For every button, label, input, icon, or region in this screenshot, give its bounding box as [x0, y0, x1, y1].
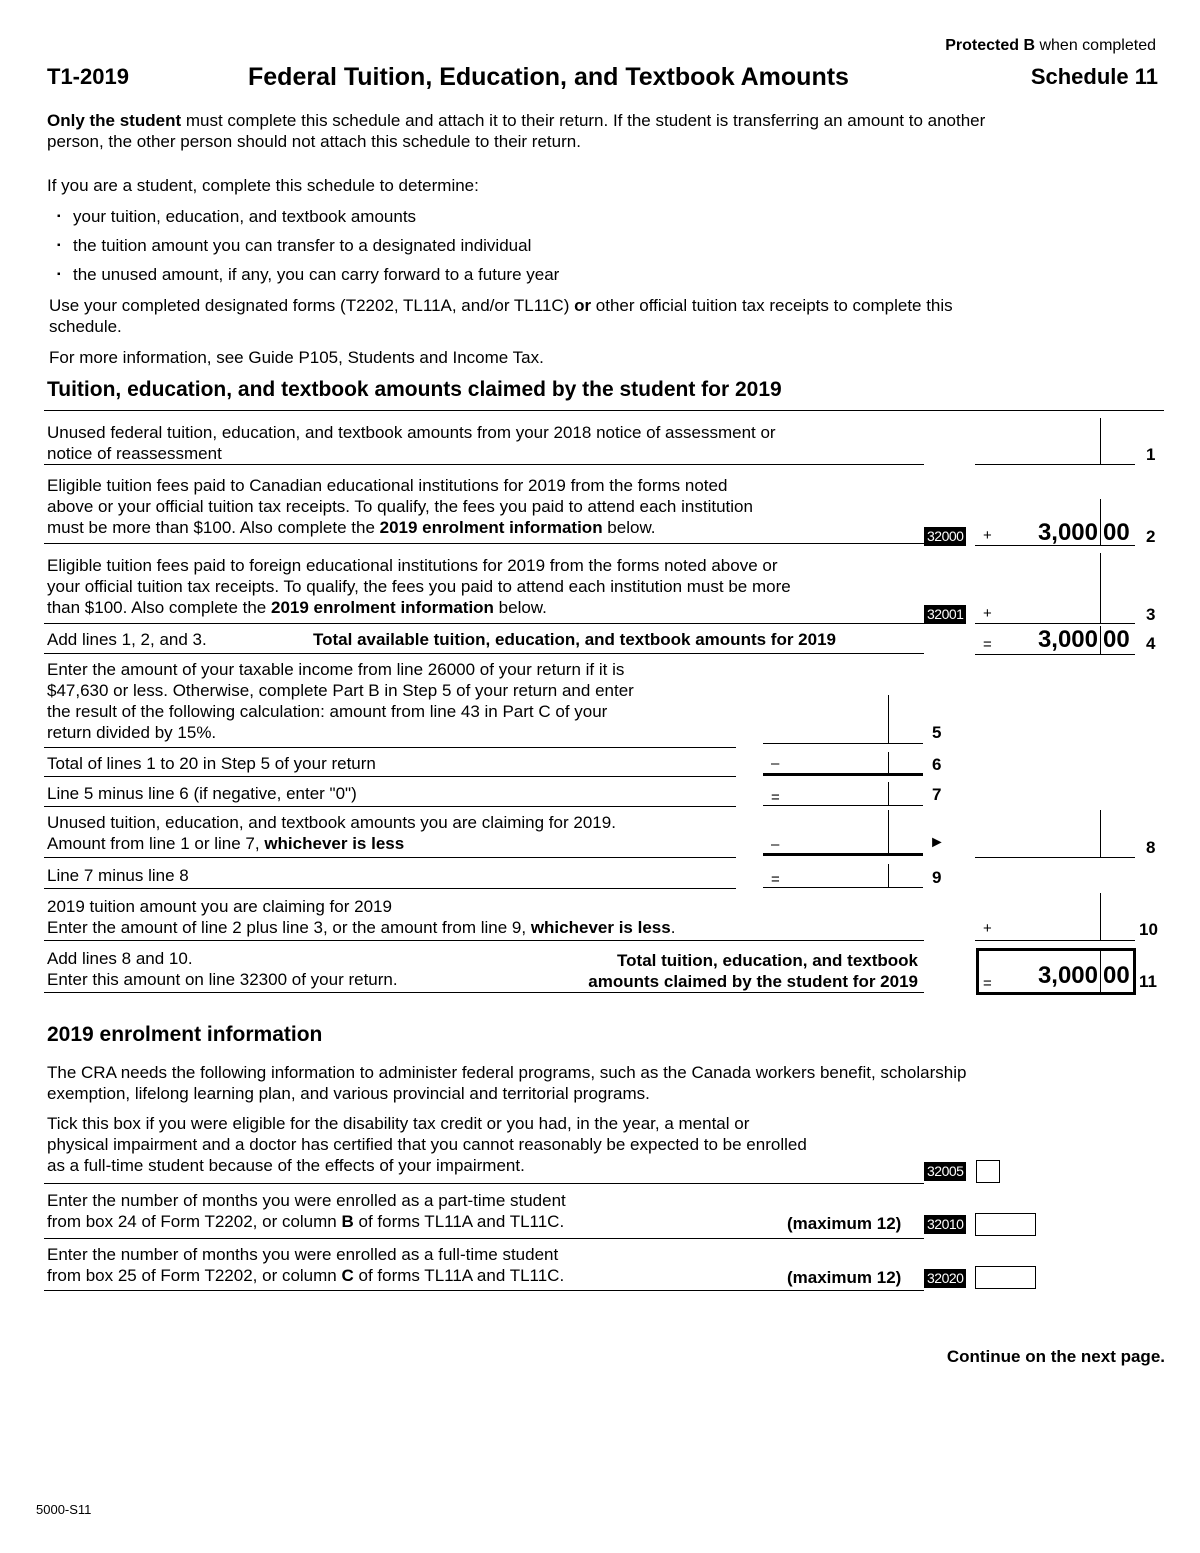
divider — [44, 888, 736, 889]
protected-label: Protected B when completed — [945, 37, 1156, 54]
line-number: 7 — [932, 785, 942, 804]
line-5-description: Enter the amount of your taxable income from line 26000 of your return if it is $47,630 or less. Otherwise, complete Part B in Step 5 of your return and enter the result of the following calculation: amount from line 43 in Part C of your return divided by 15%. — [47, 660, 634, 742]
field-code-32000: 32000 — [924, 527, 966, 546]
line-4-description: Add lines 1, 2, and 3. — [47, 630, 207, 649]
amount-field-line-6 — [763, 773, 923, 776]
divider — [44, 747, 736, 748]
cents-separator — [1100, 810, 1101, 857]
amount-field-line-3 — [975, 623, 1135, 624]
divider — [44, 1183, 924, 1184]
bullet-item: ▪ your tuition, education, and textbook amounts — [73, 207, 416, 227]
line-2-description: Eligible tuition fees paid to Canadian educational institutions for 2019 from the forms noted above or your official tuition tax receipts. To qualify, the fees you paid to attend each institution must be more than $100. Also complete the 2019 enrolment information below. — [47, 476, 753, 537]
divider — [44, 940, 924, 941]
cents-separator — [888, 810, 889, 854]
plus-operator: + — [983, 605, 992, 622]
divider — [44, 623, 924, 624]
full-time-months-input[interactable] — [975, 1266, 1036, 1289]
cents-separator — [888, 782, 889, 805]
line-number: 5 — [932, 723, 942, 742]
schedule-label: Schedule 11 — [1030, 64, 1158, 89]
form-number: 5000-S11 — [36, 1502, 92, 1517]
section-heading-claimed: Tuition, education, and textbook amounts claimed by the student for 2019 — [47, 378, 782, 401]
bullet-item: ▪ the tuition amount you can transfer to a designated individual — [73, 236, 531, 256]
divider — [44, 776, 736, 777]
enrolment-intro: The CRA needs the following information to administer federal programs, such as the Canada workers benefit, scholarship exemption, lifelong learning plan, and various provincial and territorial programs. — [47, 1063, 967, 1103]
line-4-amount-dollars[interactable]: 3,000 — [1037, 626, 1098, 653]
amount-field-line-10 — [975, 940, 1135, 941]
field-code-32010: 32010 — [924, 1215, 966, 1234]
plus-operator: + — [983, 527, 992, 544]
line-11-total-label: Total tuition, education, and textbook amounts claimed by the student for 2019 — [588, 951, 918, 991]
divider — [44, 806, 736, 807]
cents-separator — [1100, 499, 1101, 545]
intro-paragraph-4: For more information, see Guide P105, Students and Income Tax. — [49, 348, 544, 367]
line-8-description: Unused tuition, education, and textbook amounts you are claiming for 2019. Amount from line 1 or line 7, whichever is less — [47, 813, 616, 853]
cents-separator — [888, 752, 889, 774]
amount-field-line-1 — [975, 464, 1135, 465]
line-number: 9 — [932, 868, 942, 887]
line-1-description: Unused federal tuition, education, and textbook amounts from your 2018 notice of assessment or notice of reassessment — [47, 423, 776, 463]
cents-separator — [1100, 626, 1101, 654]
maximum-label: (maximum 12) — [787, 1268, 902, 1287]
line-7-description: Line 5 minus line 6 (if negative, enter "0") — [47, 784, 357, 803]
amount-field-line-8 — [975, 857, 1135, 858]
cents-separator — [1100, 951, 1101, 992]
divider — [44, 857, 736, 858]
maximum-label: (maximum 12) — [787, 1214, 902, 1233]
line-6-description: Total of lines 1 to 20 in Step 5 of your return — [47, 754, 376, 773]
amount-field-line-2 — [975, 545, 1135, 546]
line-number: 3 — [1146, 605, 1156, 624]
equals-operator: = — [771, 789, 780, 806]
line-10-description: 2019 tuition amount you are claiming for 2019 Enter the amount of line 2 plus line 3, or the amount from line 9, whichever is less. — [47, 897, 676, 937]
line-number: 2 — [1146, 527, 1156, 546]
line-11-amount-cents[interactable]: 00 — [1103, 962, 1130, 989]
line-2-amount-dollars[interactable]: 3,000 — [1037, 519, 1098, 546]
line-4-total-label: Total available tuition, education, and textbook amounts for 2019 — [313, 630, 836, 649]
line-number: 1 — [1146, 445, 1156, 464]
divider — [44, 464, 924, 465]
equals-operator: = — [983, 975, 992, 992]
plus-operator: + — [983, 920, 992, 937]
divider — [44, 410, 1164, 411]
cents-separator — [1100, 418, 1101, 464]
part-time-months-input[interactable] — [975, 1213, 1036, 1236]
divider — [44, 653, 924, 654]
divider — [44, 1290, 924, 1291]
amount-field-line-5 — [763, 743, 923, 744]
cents-separator — [888, 864, 889, 887]
full-time-description: Enter the number of months you were enrolled as a full-time student from box 25 of Form T2202, or column C of forms TL11A and TL11C. — [47, 1245, 565, 1285]
line-number: 11 — [1139, 972, 1157, 991]
arrow-icon: ► — [929, 834, 945, 851]
divider — [44, 543, 924, 544]
equals-operator: = — [983, 636, 992, 653]
section-heading-enrolment: 2019 enrolment information — [47, 1023, 323, 1046]
line-number: 4 — [1146, 634, 1156, 653]
minus-operator: – — [771, 755, 780, 772]
amount-field-line-4 — [975, 654, 1135, 655]
amount-field-line-9 — [763, 887, 923, 888]
field-code-32005: 32005 — [924, 1162, 966, 1181]
minus-operator: – — [771, 836, 780, 853]
continue-note: Continue on the next page. — [946, 1347, 1165, 1366]
line-number: 8 — [1146, 838, 1156, 857]
cents-separator — [1100, 893, 1101, 940]
divider — [44, 992, 924, 993]
disability-checkbox[interactable] — [976, 1160, 1000, 1183]
amount-field-line-8a — [763, 853, 923, 856]
line-number: 6 — [932, 755, 942, 774]
bullet-item: ▪ the unused amount, if any, you can carry forward to a future year — [73, 265, 559, 285]
line-11-amount-dollars[interactable]: 3,000 — [1037, 962, 1098, 989]
line-4-amount-cents[interactable]: 00 — [1103, 626, 1130, 653]
page-title: Federal Tuition, Education, and Textbook Amounts — [248, 63, 849, 91]
line-number: 10 — [1139, 920, 1158, 939]
line-3-description: Eligible tuition fees paid to foreign educational institutions for 2019 from the forms noted above or your official tuition tax receipts. To qualify, the fees you paid to attend each institution must be more than $100. Also complete the 2019 enrolment information below. — [47, 556, 791, 617]
field-code-32020: 32020 — [924, 1269, 966, 1288]
intro-paragraph-3: Use your completed designated forms (T2202, TL11A, and/or TL11C) or other official tuition tax receipts to complete this schedule. — [49, 296, 953, 336]
divider — [44, 1238, 924, 1239]
part-time-description: Enter the number of months you were enrolled as a part-time student from box 24 of Form T2202, or column B of forms TL11A and TL11C. — [47, 1191, 566, 1231]
line-9-description: Line 7 minus line 8 — [47, 866, 189, 885]
line-11-description: Add lines 8 and 10. Enter this amount on line 32300 of your return. — [47, 949, 398, 989]
cents-separator — [1100, 553, 1101, 623]
field-code-32001: 32001 — [924, 605, 966, 624]
cents-separator — [888, 695, 889, 743]
intro-paragraph-1: Only the student must complete this schedule and attach it to their return. If the student is transferring an amount to another person, the other person should not attach this schedule to their return. — [47, 111, 986, 151]
amount-field-line-7 — [763, 805, 923, 806]
form-id: T1-2019 — [47, 64, 129, 89]
equals-operator: = — [771, 871, 780, 888]
disability-tick-description: Tick this box if you were eligible for the disability tax credit or you had, in the year, a mental or physical impairment and a doctor has certified that you cannot reasonably be expected to be enrolled as a full-time student because of the effects of your impairment. — [47, 1114, 807, 1175]
intro-paragraph-2: If you are a student, complete this schedule to determine: — [47, 176, 479, 195]
line-2-amount-cents[interactable]: 00 — [1103, 519, 1130, 546]
